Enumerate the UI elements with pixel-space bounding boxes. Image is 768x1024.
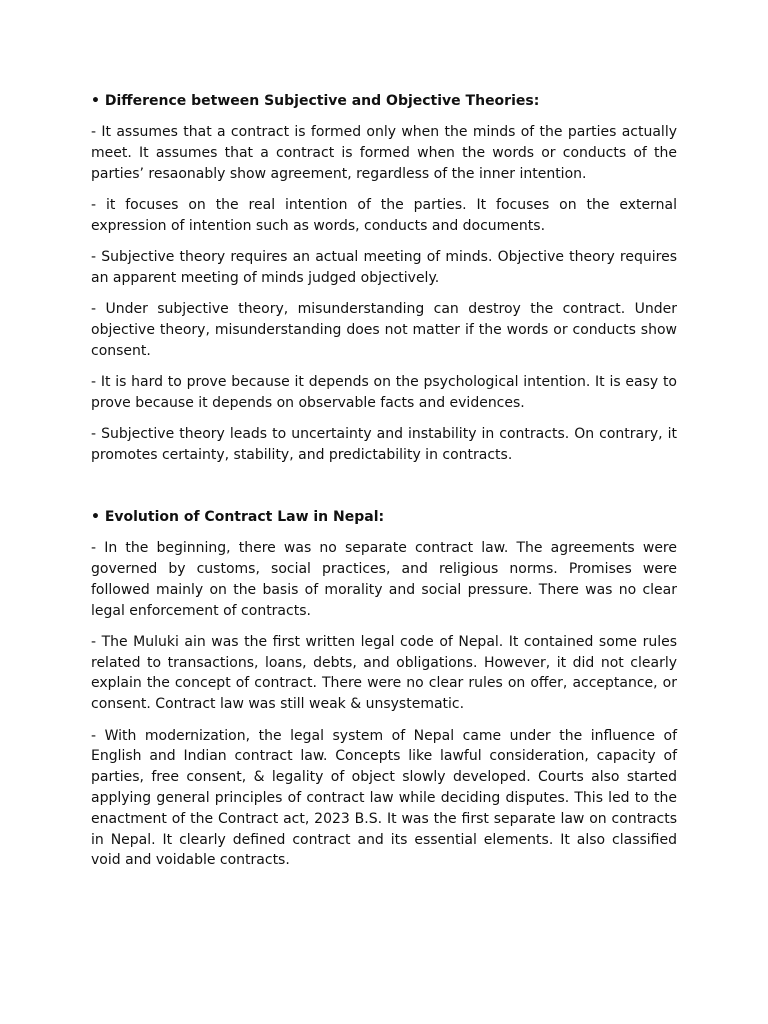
section-heading: • Difference between Subjective and Objective Theories: [91, 93, 540, 109]
section-spacer [91, 476, 677, 507]
paragraph: - In the beginning, there was no separate contract law. The agreements were governed by customs, social practices, and religious norms. Promises were followed mainly on the basis of morality and social pressure. There was no clear legal enforcement of contracts. [91, 540, 677, 619]
paragraph: - Subjective theory requires an actual meeting of minds. Objective theory requires an apparent meeting of minds judged objectively. [91, 248, 677, 286]
paragraph: - With modernization, the legal system of Nepal came under the influence of English and Indian contract law. Concepts like lawful consideration, capacity of parties, free consent, & legality of object slowly developed. Courts also started applying general principles of contract law while deciding disputes. This led to the enactment of the Contract act, 2023 B.S. It was the first separate law on contracts in Nepal. It clearly defined contract and its essential elements. It also classified void and voidable contracts. [91, 727, 677, 869]
paragraph: - It assumes that a contract is formed only when the minds of the parties actually meet. It assumes that a contract is formed when the words or conducts of the parties’ resaonably show agreement, regardless of the inner intention. [91, 124, 677, 182]
paragraph: - it focuses on the real intention of the parties. It focuses on the external expression of intention such as words, conducts and documents. [91, 196, 677, 234]
section-subjective-objective [91, 91, 677, 466]
paragraph: - It is hard to prove because it depends on the psychological intention. It is easy to prove because it depends on observable facts and evidences. [91, 373, 677, 411]
paragraph: - Subjective theory leads to uncertainty and instability in contracts. On contrary, it promotes certainty, stability, and predictability in contracts. [91, 426, 677, 463]
document-page [91, 91, 677, 882]
section-heading: • Evolution of Contract Law in Nepal: [91, 509, 385, 526]
paragraph: - The Muluki ain was the first written legal code of Nepal. It contained some rules related to transactions, loans, debts, and obligations. However, it did not clearly explain the concept of contract. There were no clear rules on offer, acceptance, or consent. Contract law was still weak & unsystematic. [91, 633, 677, 713]
section-evolution-nepal [91, 507, 677, 871]
paragraph: - Under subjective theory, misunderstanding can destroy the contract. Under objective theory, misunderstanding does not matter if the words or conducts show consent. [91, 301, 677, 359]
